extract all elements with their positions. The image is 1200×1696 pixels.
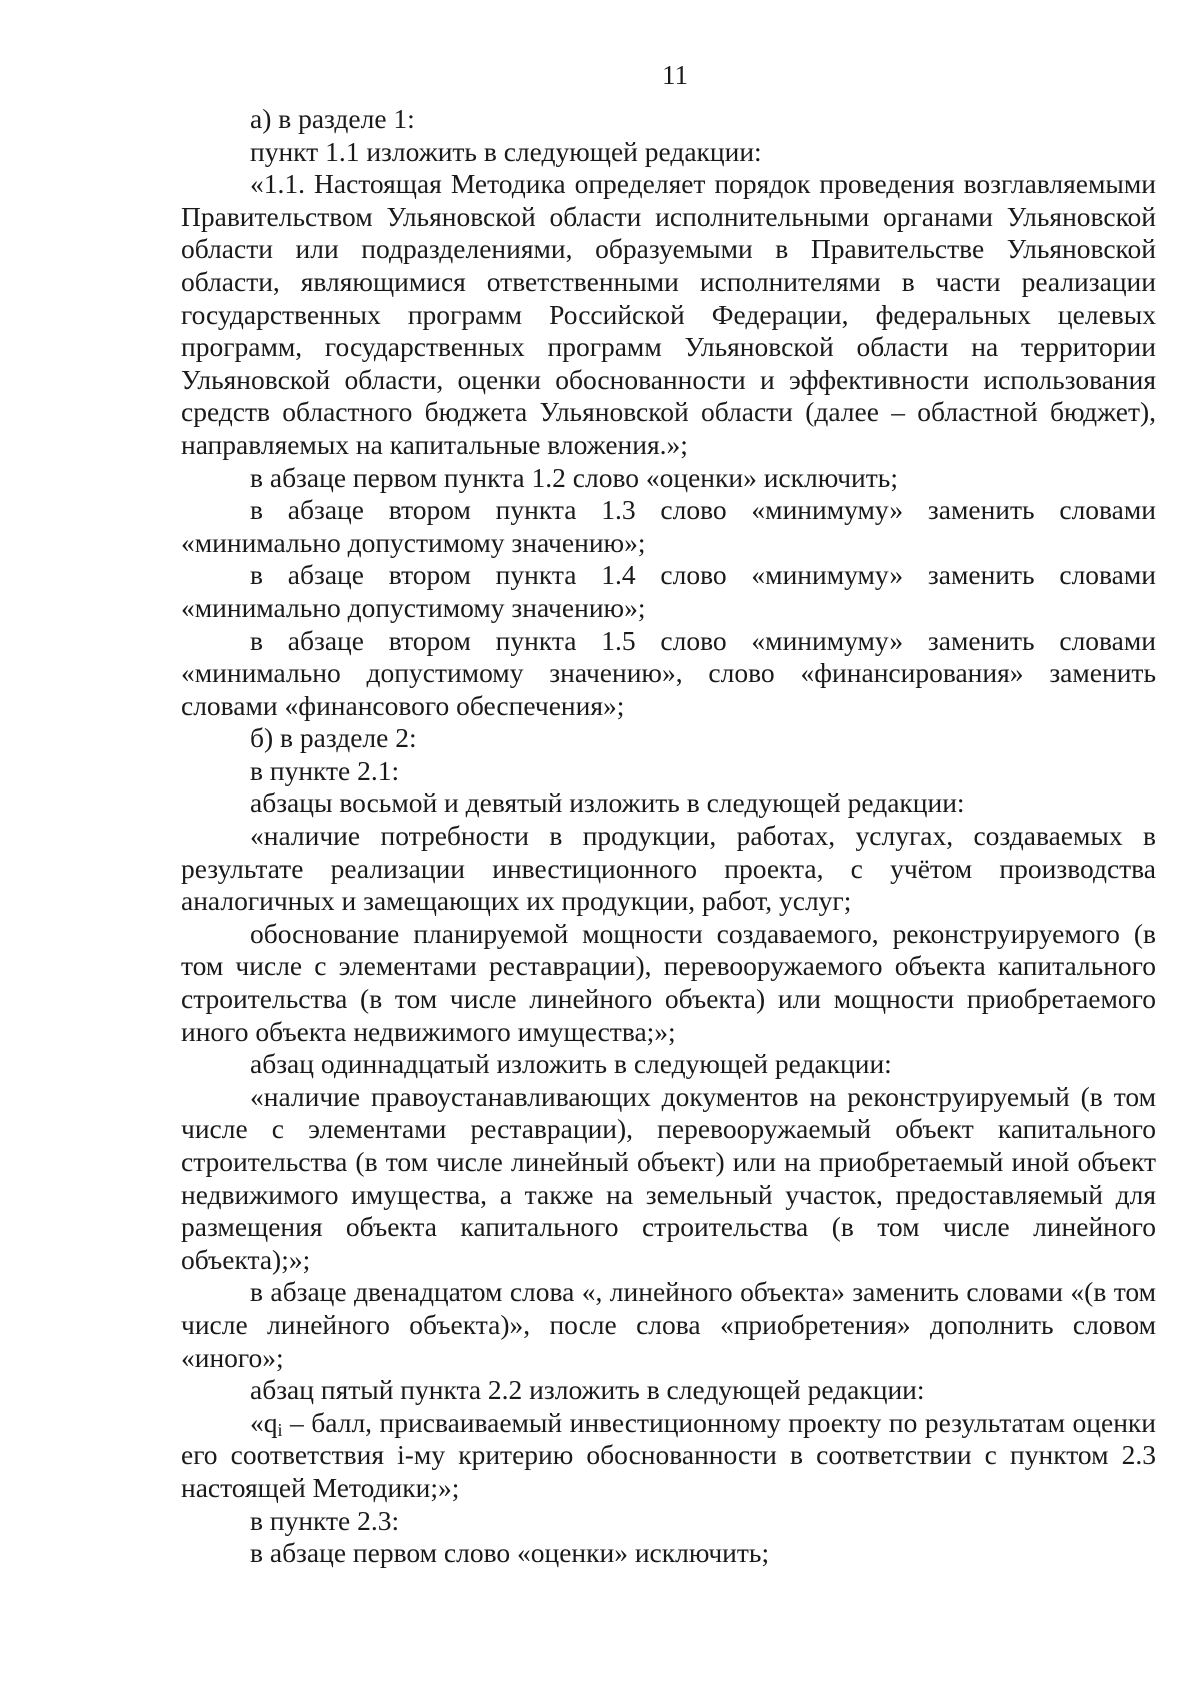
paragraph-item-2-1-abz11: абзац одиннадцатый изложить в следующей редакции: [250, 1048, 892, 1080]
paragraph-section-2-heading: б) в разделе 2: [250, 722, 417, 754]
paragraph-item-2-1-abz12: в абзаце двенадцатом слова «, линейного объекта» заменить словами «(в том числе линейного объекта)», после слова «приобретения» дополнить словом «иного»; [181, 1276, 1156, 1373]
paragraph-need-for-products: «наличие потребности в продукции, работах, услугах, создаваемых в результате реализации инвестиционного проекта, с учётом производства аналогичных и замещающих их продукции, работ, услуг; [181, 820, 1156, 917]
paragraph-qi-definition [181, 1407, 1156, 1505]
paragraph-item-1-4: в абзаце втором пункта 1.4 слово «минимуму» заменить словами «минимально допустимому значению»; [181, 559, 1156, 623]
qi-symbol: «q [250, 1406, 278, 1438]
qi-subscript: i [277, 1419, 283, 1440]
paragraph-item-1-2: в абзаце первом пункта 1.2 слово «оценки» исключить; [250, 461, 898, 493]
paragraph-section-1-heading: а) в разделе 1: [250, 103, 415, 134]
paragraph-item-2-1-abz8-9: абзацы восьмой и девятый изложить в следующей редакции: [250, 787, 965, 819]
paragraph-item-2-3-abz1: в абзаце первом слово «оценки» исключить; [250, 1537, 770, 1569]
document-body [181, 103, 1156, 1570]
paragraph-capacity-justification: обоснование планируемой мощности создаваемого, реконструируемого (в том числе с элементами реставрации), перевооружаемого объекта капитального строительства (в том числе линейного объекта) или мощности приобретаемого иного объекта недвижимого имущества;»; [181, 917, 1156, 1047]
paragraph-item-2-1-intro: в пункте 2.1: [250, 754, 400, 786]
page-number: 11 [662, 60, 688, 90]
paragraph-item-2-2-abz5: абзац пятый пункта 2.2 изложить в следующей редакции: [250, 1374, 925, 1406]
paragraph-item-1-1-text: «1.1. Настоящая Методика определяет порядок проведения возглавляемыми Правительством Ульяновской области исполнительными органами Ульяновской области или подразделениями, образуемыми в Правительстве Ульяновской области, являющимися ответственными исполнителями в части реализации государственных программ Российской Федерации, федеральных целевых программ, государственных программ Ульяновской области на территории Ульяновской области, оценки обоснованности и эффективности использования средств областного бюджета Ульяновской области (далее – областной бюджет), направляемых на капитальные вложения.»; [181, 168, 1156, 460]
paragraph-item-1-3: в абзаце втором пункта 1.3 слово «минимуму» заменить словами «минимально допустимому значению»; [181, 494, 1156, 558]
paragraph-title-documents: «наличие правоустанавливающих документов на реконструируемый (в том числе с элементами реставрации), перевооружаемый объект капитального строительства (в том числе линейный объект) или на приобретаемый иной объект недвижимого имущества, а также на земельный участок, предоставляемый для размещения объекта капитального строительства (в том числе линейного объекта);»; [181, 1080, 1156, 1275]
paragraph-item-1-5: в абзаце втором пункта 1.5 слово «минимуму» заменить словами «минимально допустимому значению», слово «финансирования» заменить словами «финансового обеспечения»; [181, 624, 1156, 721]
paragraph-item-1-1-intro: пункт 1.1 изложить в следующей редакции: [250, 135, 762, 167]
paragraph-item-2-3-intro: в пункте 2.3: [250, 1504, 400, 1536]
qi-definition-text: – балл, присваиваемый инвестиционному проекту по результатам оценки его соответствия i-му критерию обоснованности в соответствии с пунктом 2.3 настоящей Методики;»; [181, 1406, 1156, 1503]
